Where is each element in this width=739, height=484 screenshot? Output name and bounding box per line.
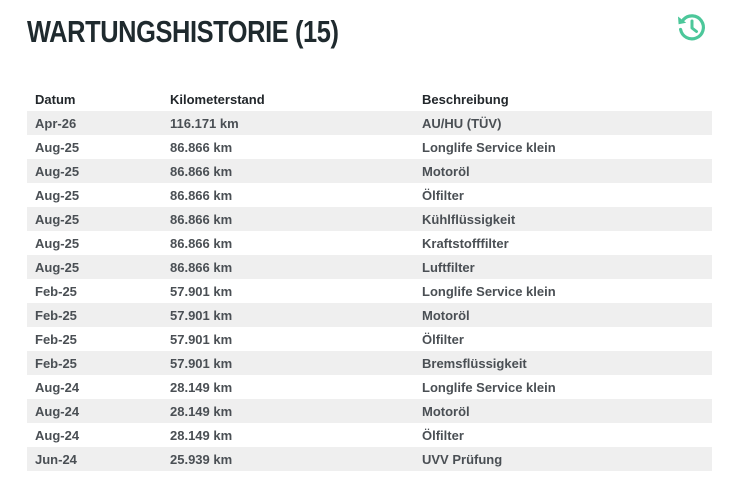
description-cell: Ölfilter [414, 183, 712, 207]
date-cell: Apr-26 [27, 111, 162, 135]
page-title: WARTUNGSHISTORIE (15) [27, 14, 339, 49]
mileage-cell: 86.866 km [162, 207, 414, 231]
description-cell: UVV Prüfung [414, 447, 712, 471]
mileage-cell: 25.939 km [162, 447, 414, 471]
maintenance-history-table [27, 87, 712, 471]
description-cell: Kühlflüssigkeit [414, 207, 712, 231]
table-row [27, 255, 712, 279]
mileage-cell: 57.901 km [162, 279, 414, 303]
description-cell: Motoröl [414, 399, 712, 423]
date-cell: Aug-24 [27, 423, 162, 447]
table-row [27, 327, 712, 351]
date-cell: Aug-25 [27, 159, 162, 183]
date-cell: Aug-24 [27, 399, 162, 423]
date-cell: Jun-24 [27, 447, 162, 471]
table-row [27, 135, 712, 159]
date-cell: Feb-25 [27, 327, 162, 351]
table-row [27, 111, 712, 135]
date-cell: Aug-25 [27, 231, 162, 255]
mileage-cell: 57.901 km [162, 303, 414, 327]
table-row [27, 279, 712, 303]
description-cell: AU/HU (TÜV) [414, 111, 712, 135]
description-cell: Kraftstofffilter [414, 231, 712, 255]
mileage-cell: 86.866 km [162, 255, 414, 279]
description-cell: Luftfilter [414, 255, 712, 279]
mileage-cell: 86.866 km [162, 231, 414, 255]
table-row [27, 351, 712, 375]
table-row [27, 159, 712, 183]
date-cell: Aug-24 [27, 375, 162, 399]
date-cell: Aug-25 [27, 135, 162, 159]
mileage-cell: 28.149 km [162, 399, 414, 423]
mileage-cell: 28.149 km [162, 423, 414, 447]
mileage-cell: 86.866 km [162, 159, 414, 183]
history-icon[interactable] [675, 10, 709, 44]
date-cell: Aug-25 [27, 207, 162, 231]
description-cell: Bremsflüssigkeit [414, 351, 712, 375]
column-header-description: Beschreibung [422, 91, 509, 107]
description-cell: Ölfilter [414, 423, 712, 447]
description-cell: Longlife Service klein [414, 135, 712, 159]
mileage-cell: 116.171 km [162, 111, 414, 135]
date-cell: Aug-25 [27, 255, 162, 279]
mileage-cell: 86.866 km [162, 135, 414, 159]
mileage-cell: 57.901 km [162, 351, 414, 375]
date-cell: Feb-25 [27, 279, 162, 303]
table-row [27, 375, 712, 399]
table-row [27, 423, 712, 447]
column-header-mileage: Kilometerstand [170, 91, 265, 107]
table-body [27, 111, 712, 471]
description-cell: Motoröl [414, 159, 712, 183]
column-header-date: Datum [35, 91, 76, 107]
mileage-cell: 57.901 km [162, 327, 414, 351]
description-cell: Motoröl [414, 303, 712, 327]
table-row [27, 399, 712, 423]
mileage-cell: 86.866 km [162, 183, 414, 207]
table-row [27, 447, 712, 471]
mileage-cell: 28.149 km [162, 375, 414, 399]
date-cell: Aug-25 [27, 183, 162, 207]
description-cell: Longlife Service klein [414, 279, 712, 303]
date-cell: Feb-25 [27, 303, 162, 327]
table-row [27, 183, 712, 207]
description-cell: Longlife Service klein [414, 375, 712, 399]
table-header-row [27, 87, 712, 111]
date-cell: Feb-25 [27, 351, 162, 375]
table-row [27, 207, 712, 231]
table-row [27, 303, 712, 327]
description-cell: Ölfilter [414, 327, 712, 351]
table-row [27, 231, 712, 255]
